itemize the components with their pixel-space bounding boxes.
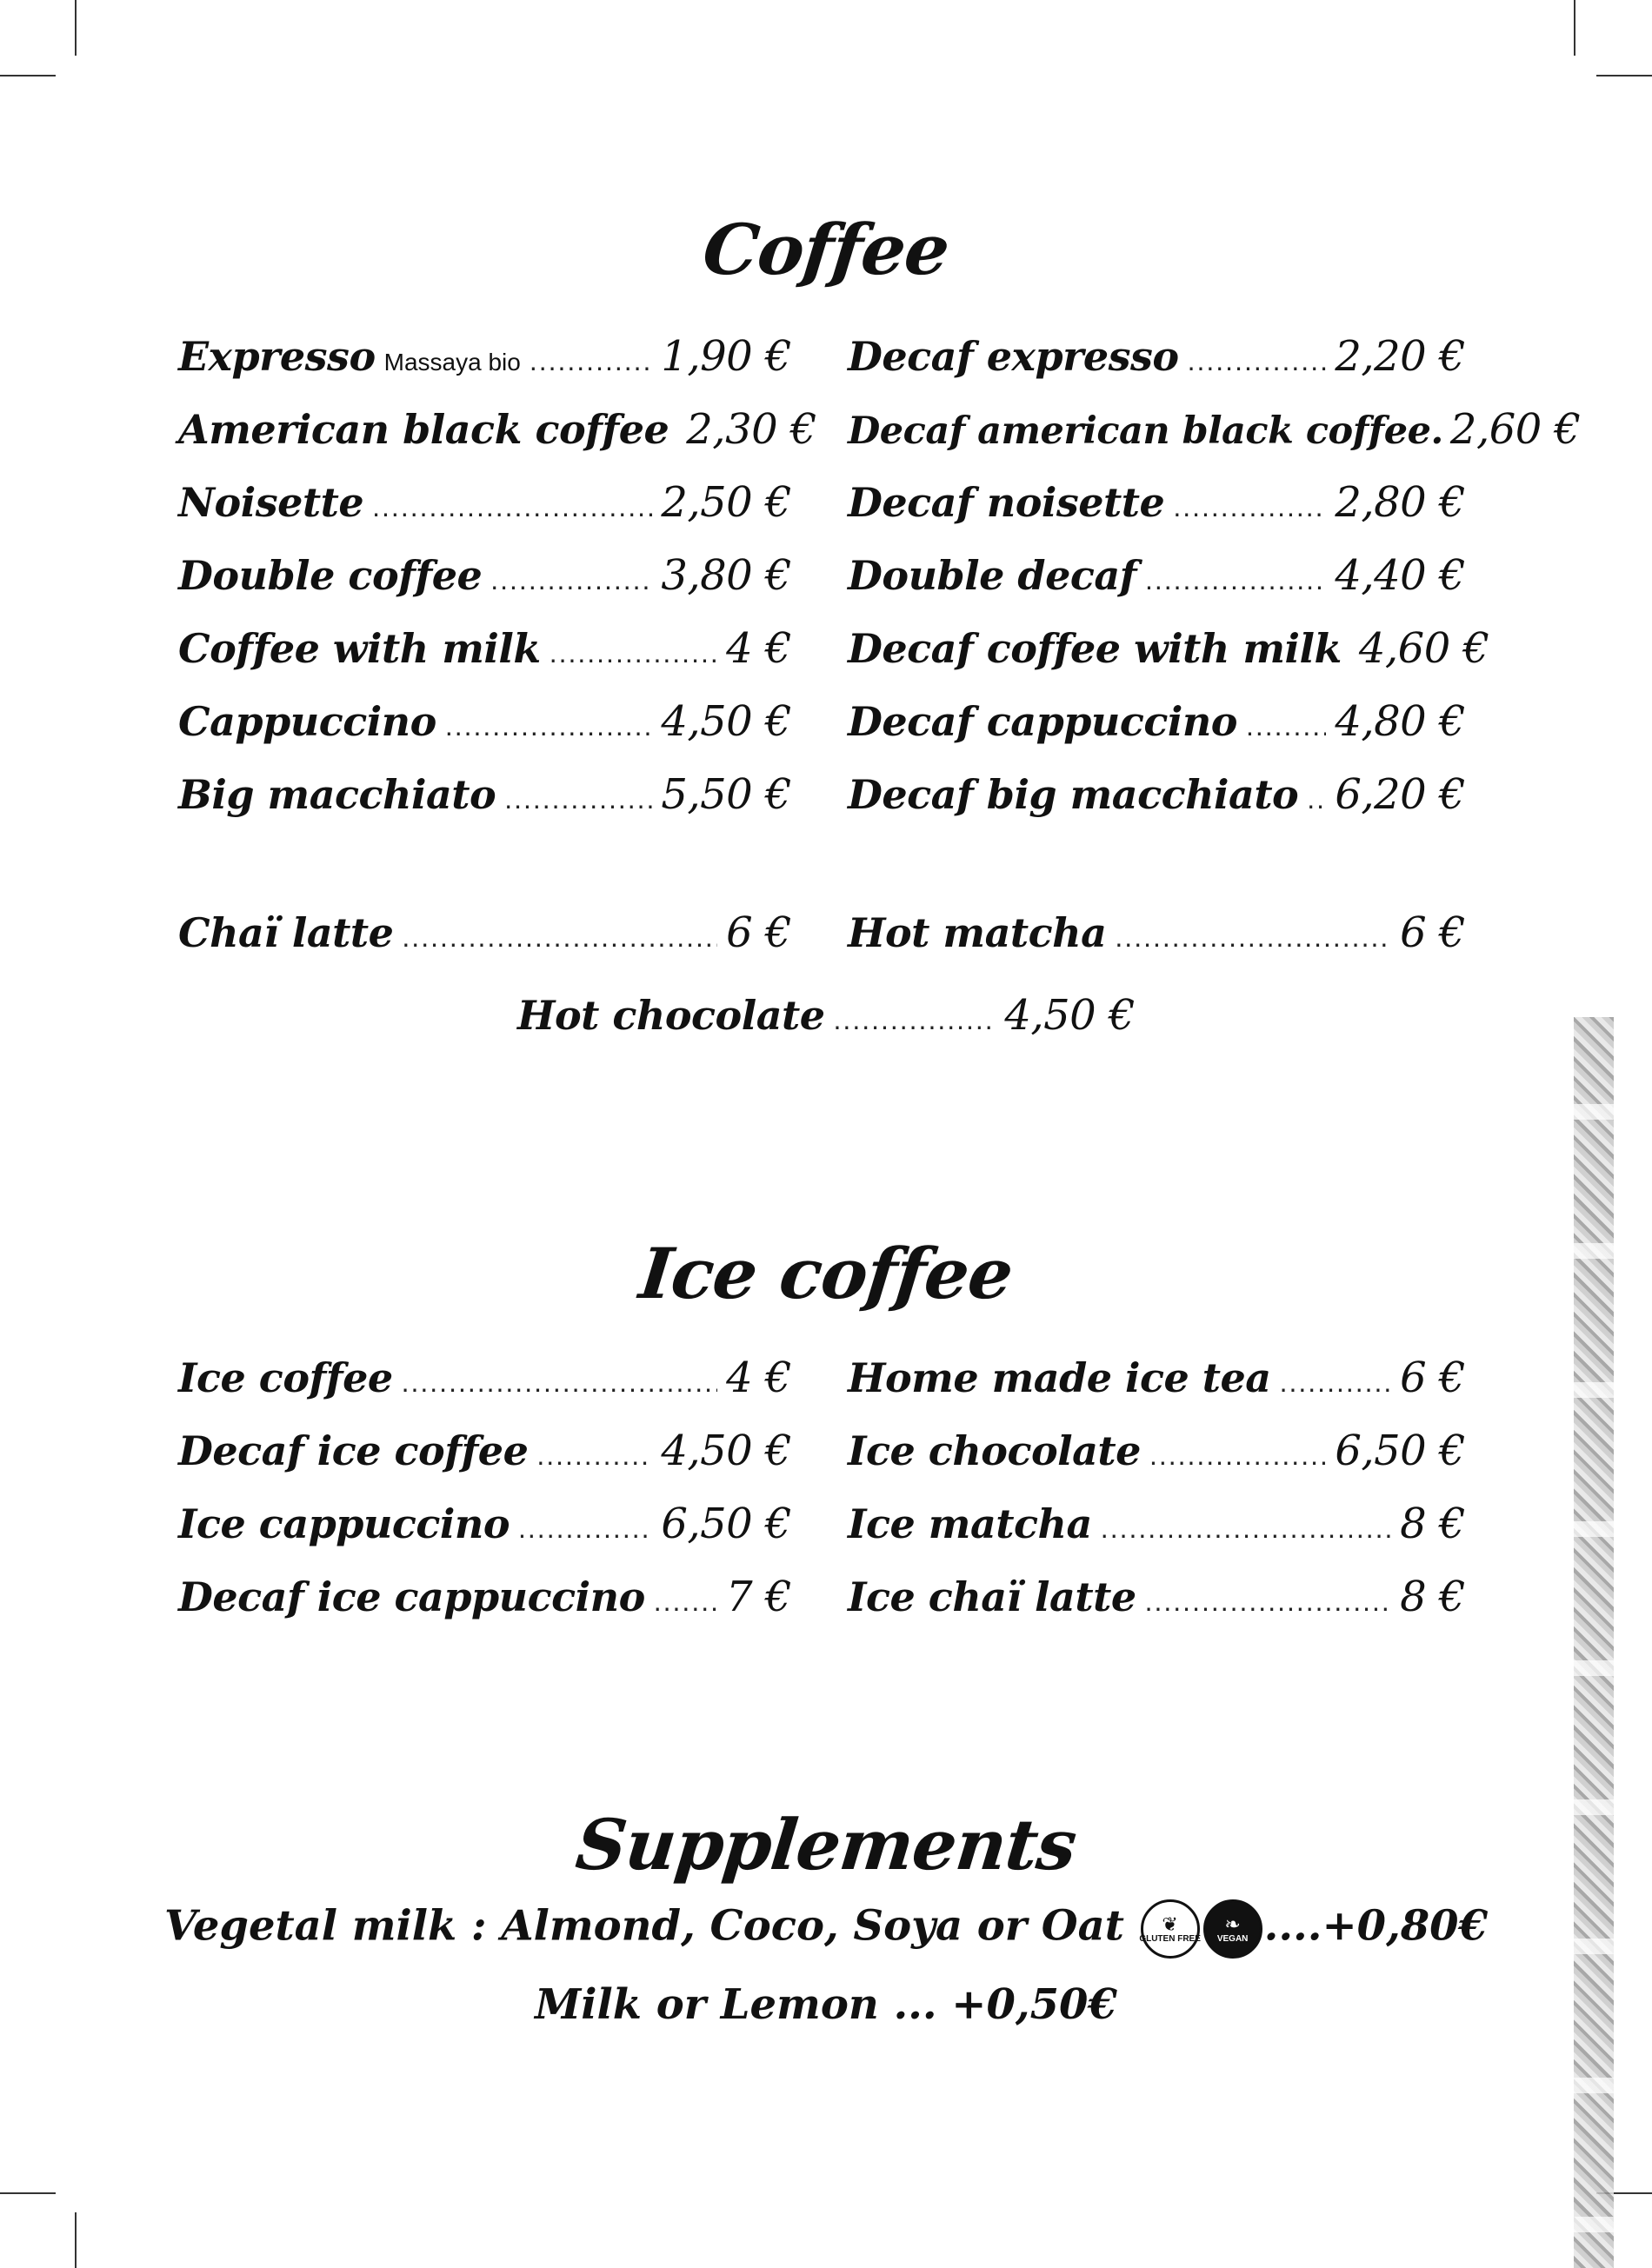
menu-item <box>517 991 1135 1064</box>
menu-item <box>178 1573 791 1646</box>
item-name: Big macchiato <box>178 771 496 818</box>
item-name: Ice matcha <box>848 1500 1092 1547</box>
item-price: 6 € <box>1400 1353 1465 1402</box>
coffee-extra-left <box>178 908 791 981</box>
menu-item <box>848 697 1465 770</box>
menu-item <box>848 551 1465 624</box>
item-name: Ice chocolate <box>848 1427 1141 1474</box>
coffee-extra-right <box>848 908 1465 981</box>
dot-leader <box>490 564 652 596</box>
item-subtitle: Massaya bio <box>383 349 521 376</box>
menu-item <box>178 908 791 981</box>
menu-item <box>178 405 816 478</box>
coffee-right-column <box>848 332 1581 843</box>
item-name: Double coffee <box>178 552 483 599</box>
vegan-glyph: ❧ <box>1224 1912 1241 1935</box>
item-price: 4,50 € <box>661 1427 791 1475</box>
menu-item <box>848 1500 1465 1573</box>
dot-leader <box>1145 564 1326 596</box>
item-price: 4 € <box>726 1353 791 1402</box>
ice-right-column <box>848 1353 1465 1646</box>
item-name: Noisette <box>178 479 364 526</box>
crop-mark <box>75 2212 77 2268</box>
dot-leader <box>1145 1586 1392 1618</box>
item-price: 7 € <box>726 1573 791 1621</box>
dot-leader <box>518 1513 652 1545</box>
item-name: Home made ice tea <box>848 1354 1271 1401</box>
item-price: 3,80 € <box>661 551 791 600</box>
item-name: Ice chaï latte <box>848 1573 1136 1620</box>
crop-mark <box>0 2192 56 2194</box>
menu-item <box>848 1427 1465 1500</box>
dot-leader <box>654 1586 717 1618</box>
menu-item <box>848 770 1465 843</box>
menu-item <box>178 697 791 770</box>
item-name: Ice cappuccino <box>178 1500 510 1547</box>
dot-leader <box>402 921 717 954</box>
menu-item <box>178 478 791 551</box>
item-name: Decaf cappuccino <box>848 698 1237 745</box>
item-price: 4,50 € <box>1004 991 1135 1040</box>
item-name: Chaï latte <box>178 909 394 956</box>
item-name: Expresso <box>178 333 376 380</box>
supplement-milk-or-lemon: Milk or Lemon ... +0,50€ <box>535 1980 1117 2029</box>
crop-mark <box>1596 75 1652 76</box>
wheat-icon <box>1141 1899 1200 1959</box>
badge-gluten-label: GLUTEN FREE <box>1139 1933 1201 1944</box>
item-price: 4,40 € <box>1335 551 1465 600</box>
dot-leader <box>504 783 652 815</box>
item-price: 6,20 € <box>1335 770 1465 819</box>
item-price: 2,60 € <box>1449 405 1581 454</box>
menu-item <box>178 332 791 405</box>
dot-leader <box>530 345 653 377</box>
dot-leader <box>834 1004 996 1036</box>
ice-left-column <box>178 1353 791 1646</box>
item-price: 6 € <box>1400 908 1465 957</box>
item-price: 2,50 € <box>661 478 791 527</box>
section-title-ice-coffee: Ice coffee <box>636 1233 1016 1314</box>
item-name: Decaf ice coffee <box>178 1427 529 1474</box>
menu-item <box>178 551 791 624</box>
item-price: 4,80 € <box>1335 697 1465 746</box>
item-price: 2,80 € <box>1335 478 1465 527</box>
menu-item <box>848 1353 1465 1427</box>
item-price: 2,30 € <box>686 405 816 454</box>
item-name: Hot matcha <box>848 909 1107 956</box>
menu-item <box>848 478 1465 551</box>
dot-leader <box>402 1367 718 1399</box>
crop-mark <box>0 75 56 76</box>
menu-item <box>178 1500 791 1573</box>
item-name: Double decaf <box>848 552 1136 599</box>
item-name: Decaf expresso <box>848 333 1179 380</box>
dot-leader <box>536 1440 652 1472</box>
section-title-supplements: Supplements <box>572 1804 1080 1886</box>
item-name: Ice coffee <box>178 1354 393 1401</box>
item-name: American black coffee <box>178 406 669 453</box>
menu-item <box>848 1573 1465 1646</box>
crop-mark <box>1574 0 1575 56</box>
item-name: Decaf ice cappuccino <box>178 1573 645 1620</box>
item-price: 4 € <box>726 624 791 673</box>
dot-leader <box>1246 710 1326 742</box>
menu-item <box>178 1427 791 1500</box>
coffee-left-column <box>178 332 816 843</box>
item-name: Coffee with milk <box>178 625 541 672</box>
badge-vegan-label: VEGAN <box>1216 1933 1249 1944</box>
item-name: Hot chocolate <box>517 992 825 1039</box>
decorative-border-strip <box>1574 1017 1614 2268</box>
menu-item <box>848 405 1581 478</box>
gluten-free-glyph: ❦ <box>1162 1912 1178 1935</box>
item-price: 6 € <box>726 908 791 957</box>
item-price: 8 € <box>1400 1573 1465 1621</box>
dot-leader <box>445 710 653 742</box>
item-name: Decaf coffee with milk <box>848 625 1342 672</box>
item-price: 5,50 € <box>661 770 791 819</box>
dot-leader <box>1280 1367 1392 1399</box>
section-title-coffee: Coffee <box>699 209 953 290</box>
item-price: 8 € <box>1400 1500 1465 1548</box>
leaf-icon <box>1203 1899 1262 1959</box>
menu-item <box>178 624 791 697</box>
item-price: 6,50 € <box>661 1500 791 1548</box>
item-price: 4,50 € <box>661 697 791 746</box>
dot-leader <box>1188 345 1327 377</box>
menu-item <box>178 1353 791 1427</box>
dot-leader <box>550 637 717 669</box>
menu-item <box>848 908 1465 981</box>
item-price: 4,60 € <box>1358 624 1489 673</box>
supplement-price: ....+0,80€ <box>1263 1901 1488 1951</box>
coffee-extra-center <box>517 991 1135 1064</box>
menu-item <box>848 624 1489 697</box>
dot-leader <box>1173 491 1326 523</box>
dot-leader <box>1101 1513 1391 1545</box>
dot-leader <box>372 491 652 523</box>
item-name: Decaf noisette <box>848 479 1165 526</box>
item-name: Decaf american black coffee. <box>848 409 1443 453</box>
dot-leader <box>1307 783 1326 815</box>
supplement-vegetal-milk <box>0 1899 1652 1959</box>
crop-mark <box>75 0 77 56</box>
item-price: 6,50 € <box>1335 1427 1465 1475</box>
supplement-text: Vegetal milk : Almond, Coco, Soya or Oat <box>164 1901 1124 1951</box>
dot-leader <box>1149 1440 1326 1472</box>
menu-item <box>848 332 1465 405</box>
item-price: 2,20 € <box>1335 332 1465 381</box>
dot-leader <box>1115 921 1391 954</box>
item-name: Decaf big macchiato <box>848 771 1299 818</box>
menu-item <box>178 770 791 843</box>
item-name: Cappuccino <box>178 698 436 745</box>
item-price: 1,90 € <box>661 332 791 381</box>
